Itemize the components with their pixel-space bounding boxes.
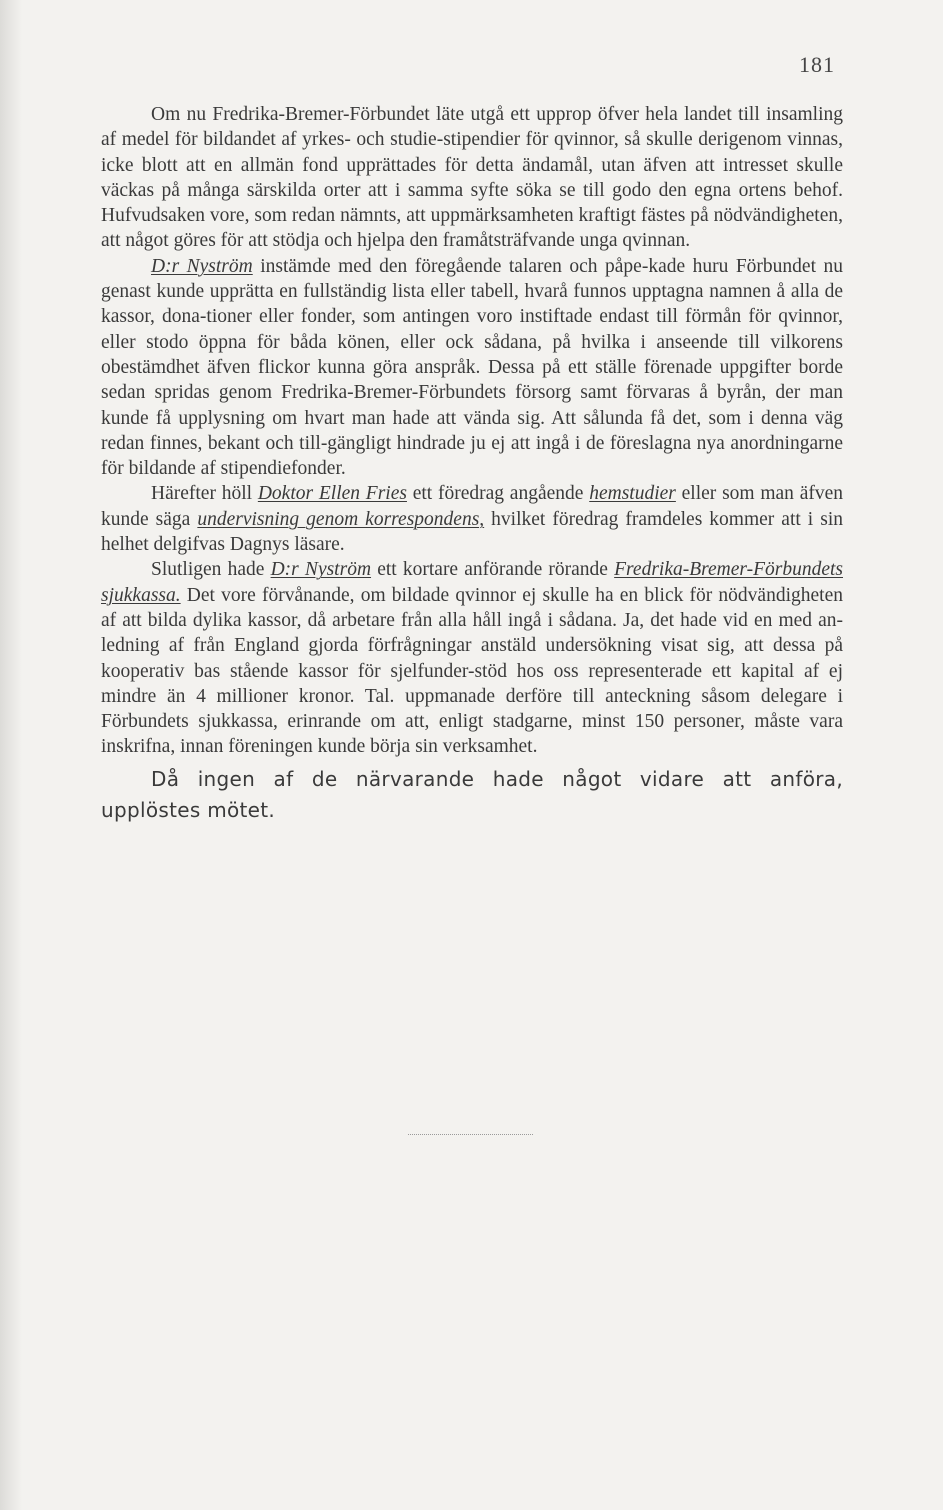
speech-topic: Fredrika-Bremer-Förbundets sjukkassa. [101, 559, 843, 606]
paragraph-4 [101, 557, 843, 759]
paragraph-3-text-c: eller som man äfven kunde säga [101, 483, 843, 530]
paragraph-4-text-a: Slutligen hade [151, 559, 271, 581]
paragraph-3-text-b: ett föredrag angående [406, 483, 590, 505]
paragraph-4-text-c: Det vore förvånande, om bildade qvinnor ej skulle ha en blick för nödvändigheten af att bilda dylika kassor, då arbetare från alla håll ingå i sådana. Ja, det hade vid en med an-ledning af från England gjorda förfrågningar anstäld undersökning visat sig, att dessa på kooperativ bas stående kassor för sjelfunder-stöd hos oss representerade ett kapital af ej mindre än 4 millioner kronor. Tal. uppmanade derföre till anteckning såsom delegare i Förbundets sjukkassa, erinrande om att, enligt stadgarne, minst 150 personer, måste vara inskrifna, innan föreningen kunde börja sin verksamhet. [101, 584, 843, 758]
closing-paragraph: Då ingen af de närvarande hade något vidare att anföra, upplöstes mötet. [101, 766, 843, 822]
paragraph-2 [101, 254, 843, 482]
paragraph-1: Om nu Fredrika-Bremer-Förbundet läte utgå ett upprop öfver hela landet till insamling af medel för bildandet af yrkes- och studie-stipendier för qvinnor, så skulle derigenom vinnas, icke blott att en allmän fond upprättades för detta ändamål, utan äfven att intresset skulle väckas på många särskilda orter att i samma syfte söka se till godo den egna ortens behof. Hufvudsaken vore, som redan nämnts, att uppmärksamheten kraftigt fästes på nödvändigheten, att något göres för att stödja och hjelpa den framåtsträfvande unga qvinnan. [101, 104, 843, 252]
body-text [101, 102, 843, 826]
paragraph-3-text-a: Härefter höll [151, 483, 258, 505]
speaker-name: D:r Nyström [270, 559, 372, 581]
paragraph-3 [101, 481, 843, 557]
paragraph-3-text-d: hvilket föredrag framdeles kommer att i sin helhet delgifvas Dagnys läsare. [101, 508, 843, 556]
lecture-topic: hemstudier [589, 483, 676, 505]
speaker-name: D:r Nyström [151, 255, 253, 277]
lecture-topic-alt: undervisning genom korrespondens, [197, 508, 485, 530]
page-number: 181 [799, 52, 835, 77]
paragraph-2-text: instämde med den föregående talaren och påpe-kade huru Förbundet nu genast kunde upprätta en fullständig lista eller tabell, hvarå funnos upptagna namnen å alla de kassor, dona-tioner eller fonder, som antingen voro instiftade endast till förmån för qvinnor, eller stodo öppna för båda könen, eller ock sådana, på hvilka i anseende till vilkorens obestämdhet äfven flickor kunna göra anspråk. Dessa på ett ställe förenade uppgifter borde sedan spridas genom Fredrika-Bremer-Förbundets försorg samt förvaras å byrån, der man kunde få upplysning om hvart man hade att vända sig. Att sålunda få det, som i denna väg redan finnes, bekant och till-gängligt hindrade ju ej att ingå i de föreslagna nya anordningarne för bildande af stipendiefonder. [101, 255, 843, 480]
paragraph-4-text-b: ett kortare anförande rörande [371, 559, 615, 581]
page-left-edge [0, 0, 22, 1510]
end-rule [408, 1134, 533, 1135]
speaker-name: Doktor Ellen Fries [257, 483, 407, 505]
